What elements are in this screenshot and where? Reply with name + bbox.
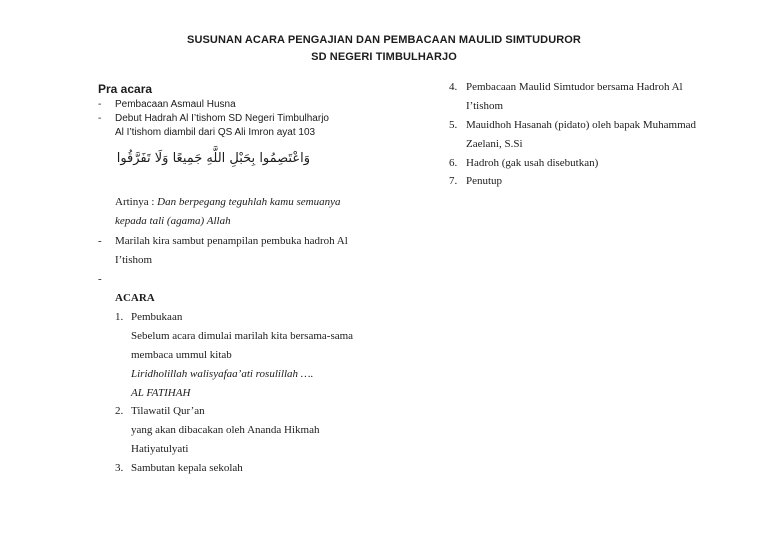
acara-item-4-title: Pembacaan Maulid Simtudor bersama Hadroh Al [466, 81, 683, 93]
translation-line-1 [115, 196, 340, 208]
acara-item-5-title: Mauidhoh Hasanah (pidato) oleh bapak Muhammad [466, 119, 697, 131]
pra-acara-item-1: Pembacaan Asmaul Husna [115, 99, 236, 110]
acara-item-5-continued: Zaelani, S.Si [466, 138, 523, 150]
welcome-hadroh-line-1: Marilah kira sambut penampilan pembuka hadroh Al [115, 235, 348, 247]
acara-item-number: 5. [449, 119, 458, 131]
acara-item-number: 2. [115, 405, 124, 417]
pra-acara-bullet: - [98, 99, 102, 110]
acara-item-3-title: Sambutan kepala sekolah [131, 462, 243, 474]
pra-acara-heading: Pra acara [98, 82, 153, 96]
acara-item-1-italic-line: AL FATIHAH [131, 387, 191, 399]
acara-item-number: 4. [449, 81, 458, 93]
acara-item-1-line: Sebelum acara dimulai marilah kita bersama-sama [131, 330, 354, 342]
acara-item-number: 7. [449, 175, 458, 187]
acara-item-2-line: Hatiyatulyati [131, 443, 189, 455]
acara-item-1-italic-line: Liridholillah walisyafaa’ati rosulillah …. [131, 368, 314, 380]
pra-acara-bullet: - [98, 235, 102, 247]
artinya-label: Artinya : [115, 196, 158, 208]
acara-item-1-title: Pembukaan [131, 311, 183, 323]
acara-item-number: 3. [115, 462, 124, 474]
pra-acara-bullet: - [98, 113, 102, 124]
document-title-line2: SD NEGERI TIMBULHARJO [311, 51, 457, 63]
artinya-text-1: Dan berpegang teguhlah kamu semuanya [157, 196, 341, 208]
acara-item-2-title: Tilawatil Qur’an [131, 405, 205, 417]
pra-acara-item-2: Debut Hadrah Al I’tishom SD Negeri Timbulharjo [115, 113, 329, 124]
acara-item-6-title: Hadroh (gak usah disebutkan) [466, 157, 599, 169]
acara-item-2-line: yang akan dibacakan oleh Ananda Hikmah [131, 424, 320, 436]
acara-item-1-line: membaca ummul kitab [131, 349, 232, 361]
acara-heading: ACARA [115, 292, 155, 304]
acara-item-number: 6. [449, 157, 458, 169]
arabic-verse: وَاعْتَصِمُوا بِحَبْلِ اللَّهِ جَمِيعًا وَلَا تَفَرَّقُوا [116, 151, 310, 166]
translation-line-2: kepada tali (agama) Allah [115, 215, 231, 227]
pra-acara-bullet-empty: - [98, 273, 102, 285]
source-note: Al I’tishom diambil dari QS Ali Imron ayat 103 [115, 127, 316, 138]
welcome-hadroh-line-2: I’tishom [115, 254, 153, 266]
document-title-line1: SUSUNAN ACARA PENGAJIAN DAN PEMBACAAN MAULID SIMTUDUROR [187, 34, 581, 46]
acara-item-number: 1. [115, 311, 124, 323]
acara-item-7-title: Penutup [466, 175, 503, 187]
acara-item-4-continued: I’tishom [466, 100, 504, 112]
